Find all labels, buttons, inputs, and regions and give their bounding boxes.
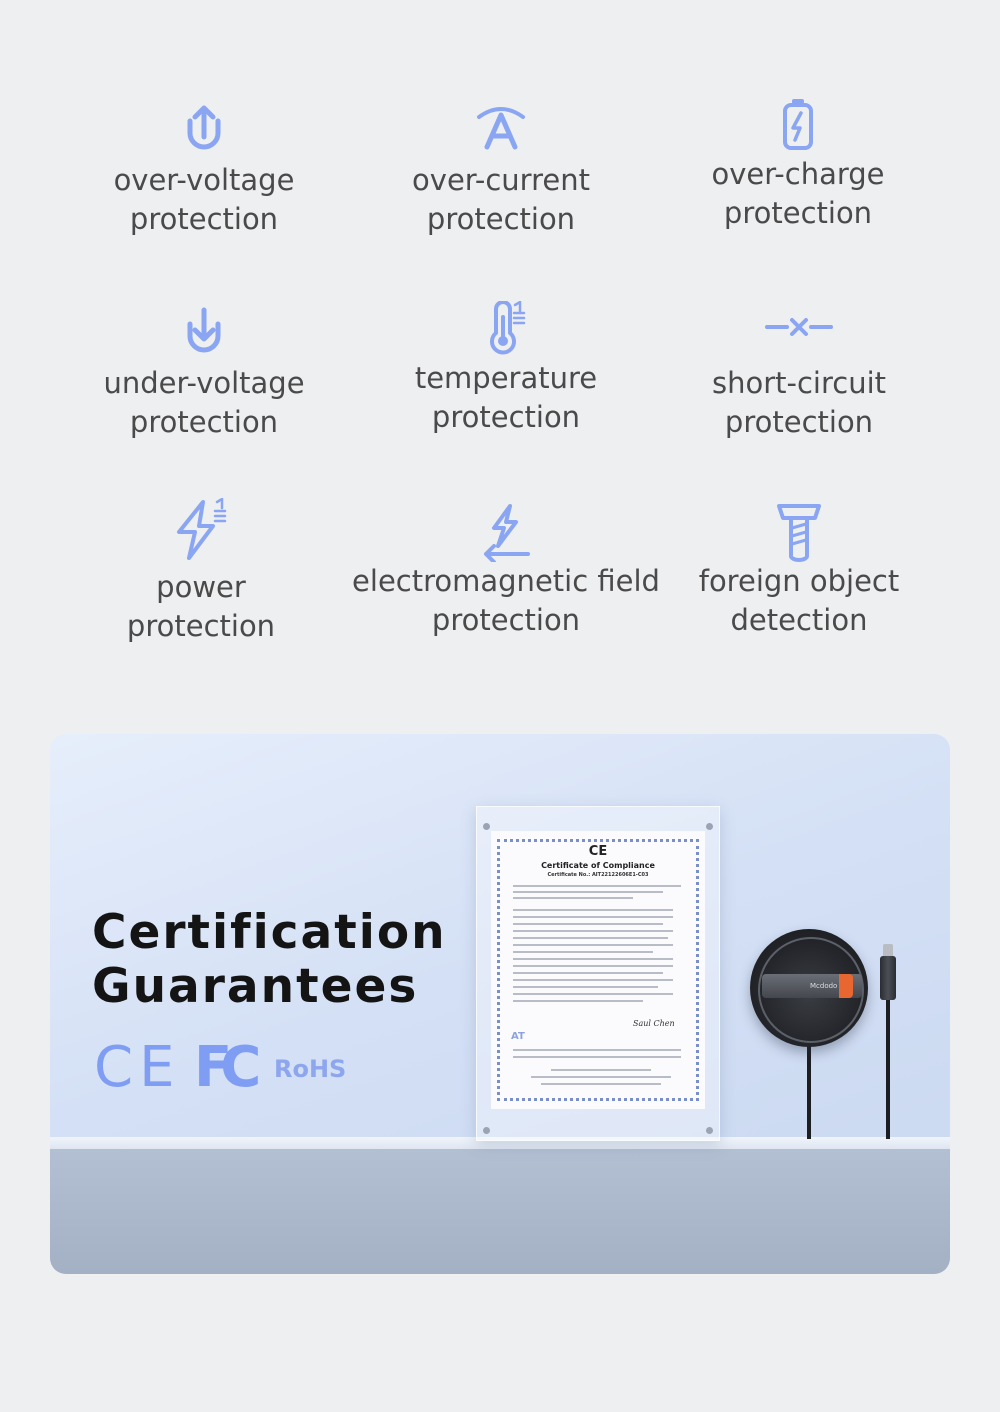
text-line (513, 923, 663, 925)
wireless-charger (750, 929, 868, 1047)
screw-dot (483, 1127, 490, 1134)
text-line (513, 965, 673, 967)
rohs-logo-icon: RoHS (274, 1055, 347, 1083)
text-line (513, 1000, 643, 1002)
thermometer-icon (482, 301, 530, 355)
feature-over-charge (638, 97, 958, 233)
feature-label (639, 364, 959, 442)
feature-label-line1: under-voltage (103, 366, 305, 400)
text-line (513, 951, 653, 953)
feature-label-line1: over-current (412, 163, 590, 197)
text-line (513, 944, 673, 946)
feature-label-line1: over-charge (711, 157, 885, 191)
text-line (513, 909, 673, 911)
text-line (541, 1083, 661, 1085)
feature-electromagnetic (346, 502, 666, 640)
feature-label (44, 364, 364, 442)
feature-label (44, 161, 364, 239)
text-line (513, 1056, 681, 1058)
feature-label-line2: protection (723, 196, 873, 230)
screw-dot (483, 823, 490, 830)
feature-over-current (341, 103, 661, 239)
feature-label-line1: foreign object (698, 564, 900, 598)
feature-label-line2: protection (724, 405, 874, 439)
certificate-title: Certificate of Compliance (541, 861, 655, 870)
certificate-frame (476, 806, 720, 1141)
certificate-lab-mark: AT (511, 1031, 525, 1042)
screw-icon (775, 502, 823, 562)
text-line (513, 937, 668, 939)
text-line (513, 916, 673, 918)
certificate-signature: Saul Chen (633, 1019, 675, 1028)
text-line (513, 885, 681, 887)
charger-accent (839, 974, 853, 998)
certification-title (92, 906, 447, 1014)
feature-label-line2: protection (129, 202, 279, 236)
text-line (513, 891, 663, 893)
feature-label-line2: protection (426, 202, 576, 236)
features-grid (0, 0, 1000, 700)
text-line (513, 986, 658, 988)
text-line (513, 930, 673, 932)
certification-title-line2: Guarantees (92, 959, 419, 1014)
current-a-icon (475, 103, 527, 151)
charger-cable (886, 996, 890, 1139)
electromagnetic-bolt-icon (478, 502, 534, 562)
screw-dot (706, 1127, 713, 1134)
feature-label-line1: power (156, 570, 246, 604)
feature-label-line1: short-circuit (711, 366, 887, 400)
certificate-number: Certificate No.: AIT22122606E1-C03 (547, 872, 649, 878)
feature-label-line1: electromagnetic field (352, 564, 660, 598)
feature-label-line1: over-voltage (113, 163, 295, 197)
text-line (513, 897, 633, 899)
short-circuit-icon (763, 306, 835, 354)
certificate-document (491, 831, 705, 1109)
text-line (531, 1076, 671, 1078)
feature-label (346, 562, 666, 640)
feature-foreign-object (639, 502, 959, 640)
feature-label-line2: protection (129, 405, 279, 439)
screw-dot (706, 823, 713, 830)
text-line (513, 979, 673, 981)
ce-logo-icon: CE (94, 1035, 181, 1100)
text-line (551, 1069, 651, 1071)
feature-temperature (346, 301, 666, 437)
feature-short-circuit (639, 306, 959, 442)
feature-power (41, 498, 361, 646)
feature-under-voltage (44, 306, 364, 442)
certification-banner (50, 734, 950, 1274)
fc-logo-icon: FC (194, 1035, 250, 1100)
text-line (513, 993, 673, 995)
certificate-ce-mark: CE (588, 844, 608, 859)
charger-cable (807, 1034, 811, 1139)
download-arrow-icon (180, 306, 228, 354)
feature-label (638, 155, 958, 233)
battery-bolt-icon (778, 97, 818, 151)
text-line (513, 1049, 681, 1051)
certification-title-line1: Certification (92, 905, 447, 960)
feature-label (41, 568, 361, 646)
text-line (513, 972, 663, 974)
feature-over-voltage (44, 103, 364, 239)
feature-label (346, 359, 666, 437)
feature-label (341, 161, 661, 239)
shelf-front (50, 1149, 950, 1274)
upload-arrow-icon (180, 103, 228, 151)
feature-label-line1: temperature (414, 361, 598, 395)
feature-label-line2: detection (730, 603, 868, 637)
feature-label-line2: protection (126, 609, 276, 643)
text-line (513, 958, 673, 960)
feature-label (639, 562, 959, 640)
usb-c-plug (880, 956, 896, 1000)
power-bolt-icon (173, 498, 229, 562)
charger-brand: Mcdodo (810, 982, 838, 990)
feature-label-line2: protection (431, 603, 581, 637)
feature-label-line2: protection (431, 400, 581, 434)
